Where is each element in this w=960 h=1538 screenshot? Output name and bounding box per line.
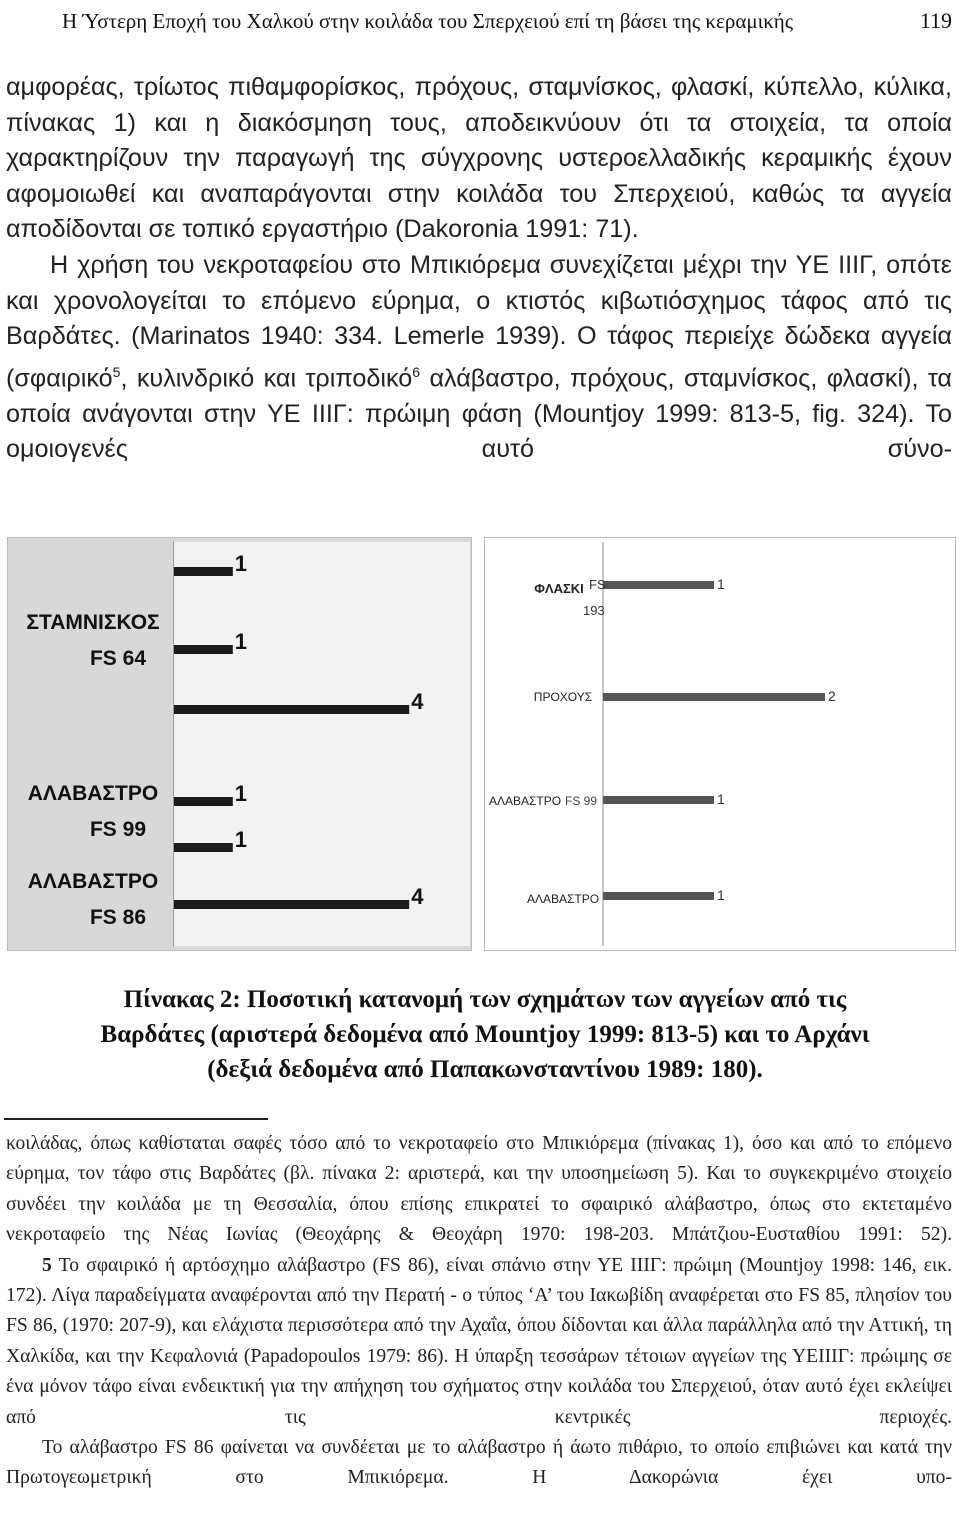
paragraph-2-part-c: αλάβαστρο, πρόχους, σταμνίσκος, φλασκί), τα οποία ανάγονται στην ΥΕ ΙΙΙΓ: πρώιμη φάση (Mountjoy 1999: 813-5, fig. 324). Το ομοιογενές αυτό σύνο- <box>6 364 952 464</box>
caption-line-2: Βαρδάτες (αριστερά δεδομένα από Mountjoy 1999: 813-5) και το Αρχάνι <box>100 1021 870 1048</box>
bar-vardates-value-label-3: 4 <box>411 689 424 714</box>
bar-archani-value-label-3: 1 <box>717 791 725 807</box>
bar-vardates-value-label-4: 1 <box>234 781 248 806</box>
bar-vardates-6 <box>174 900 409 909</box>
bar-archani-value-label-1: 1 <box>717 576 725 592</box>
bar-archani-3 <box>603 796 714 804</box>
bar-vardates-value-label-6: 4 <box>411 884 424 909</box>
category-fs-vardates-1: FS 64 <box>89 647 147 670</box>
paragraph-1: αμφορέας, τρίωτος πιθαμφορίσκος, πρόχους, σταμνίσκος, φλασκί, κύπελλο, κύλικα, πίνακας 1) και η διακόσμηση τους, αποδεικνύουν ότι τα στοιχεία, τα οποία χαρακτηρίζουν την παραγωγή της σύγχρονης υστεροελλαδικής κεραμικής έχουν αφομοιωθεί και αναπαράγονται στην κοιλάδα του Σπερχειού, καθώς τα αγγεία αποδίδονται σε τοπικό εργαστήριο (Dakoronia 1991: 71). <box>6 73 952 244</box>
bar-archani-1 <box>603 581 714 589</box>
bar-vardates-3 <box>174 705 409 714</box>
category-fs-vardates-3: FS 86 <box>89 906 147 929</box>
category-label-vardates-3: ΑΛΑΒΑΣΤΡΟ <box>27 870 159 893</box>
paragraph-2-part-b: , κυλινδρικό και τριποδικό <box>120 364 413 393</box>
bar-vardates-value-label-1: 1 <box>234 551 248 576</box>
category-label-archani-3: ΑΛΑΒΑΣΤΡΟ <box>488 794 562 808</box>
paragraph-2-part-a: Η χρήση του νεκροταφείου στο Μπικιόρεμα συνεχίζεται μέχρι την ΥΕ ΙΙΙΓ, οπότε και χρονολογείται το επόμενο εύρημα, ο κτιστός κιβωτιόσχημος τάφος από τις Βαρδάτες. (Marinatos 1940: 334. Lemerle 1939). Ο τάφος περιείχε δώδεκα αγγεία (σφαιρικό <box>6 250 952 393</box>
category-label-vardates-1: ΣΤΑΜΝΙΣΚΟΣ <box>26 611 160 634</box>
footnote-separator <box>4 1118 268 1120</box>
chart-archani-svg <box>485 538 955 950</box>
main-text <box>6 70 952 468</box>
caption-line-3: (δεξιά δεδομένα από Παπακωνσταντίνου 1989: 180). <box>207 1056 763 1083</box>
caption-line-1: Πίνακας 2: Ποσοτική κατανομή των σχημάτων των αγγείων από τις <box>123 986 847 1013</box>
running-header <box>62 6 952 36</box>
bar-vardates-value-label-2: 1 <box>234 629 248 654</box>
footnote-ref-5[interactable]: 5 <box>112 363 121 380</box>
figure-caption <box>40 982 930 1087</box>
footnote-5-text: Το σφαιρικό ή αρτόσχημο αλάβαστρο (FS 86), είναι σπάνιο στην ΥΕ ΙΙΙΓ: πρώιμη (Mountjoy 1998: 146, εικ. 172). Λίγα παραδείγματα αναφέρονται από την Περατή - ο τύπος ‘Α’ του Ιακωβίδη αναφέρεται στο FS 85, πλησίον του FS 86, (1970: 207-9), και ελάχιστα περισσότερα από την Αχαΐα, όπου δίδονται και άλλα παράλληλα από την Αττική, τη Χαλκίδα, και την Κεφαλονιά (Papadopoulos 1979: 86). Η ύπαρξη τεσσάρων τέτοιων αγγείων της ΥΕΙΙΙΓ: πρώιμης σε ένα μόνον τάφο είναι ενδεικτική για την απήχηση του σχήματος στην κοιλάδα του Σπερχειού, όταν αυτό έχει εκλείψει από τις κεντρικές περιοχές. <box>6 1254 952 1428</box>
category-label-vardates-2: ΑΛΑΒΑΣΤΡΟ <box>27 782 159 805</box>
footnote-5 <box>6 1251 952 1433</box>
category-fs-vardates-2: FS 99 <box>89 818 147 841</box>
category-fs-archani-1: FS <box>589 577 606 592</box>
bar-vardates-value-label-5: 1 <box>234 827 248 852</box>
footnote-5-number: 5 <box>42 1254 52 1276</box>
chart-vardates <box>7 537 472 951</box>
footnote-continuation: κοιλάδας, όπως καθίσταται σαφές τόσο από το νεκροταφείο στο Μπικιόρεμα (πίνακας 1), όσο και από το επόμενο εύρημα, τον τάφο στις Βαρδάτες (βλ. πίνακα 2: αριστερά, και την υποσημείωση 5). Και το συγκεκριμένο στοιχείο συνδέει την κοιλάδα με τη Θεσσαλία, όπου επίσης επικρατεί το σφαιρικό αλάβαστρο, όπως στο εκτεταμένο νεκροταφείο της Νέας Ιωνίας (Θεοχάρης & Θεοχάρη 1970: 198-203. Μπάτζιου-Ευσταθίου 1991: 52). <box>6 1133 952 1246</box>
bar-vardates-2 <box>174 645 233 654</box>
category-label-archani-4: ΑΛΑΒΑΣΤΡΟ <box>526 892 600 906</box>
bar-archani-value-label-2: 2 <box>828 688 836 704</box>
category-fs-archani-3: FS 99 <box>564 794 598 808</box>
footnotes <box>6 1129 952 1494</box>
chart-vardates-svg <box>8 538 471 950</box>
page-number: 119 <box>919 8 952 33</box>
category-label-archani-2: ΠΡΟΧΟΥΣ <box>533 690 593 704</box>
bar-archani-4 <box>603 892 714 900</box>
bar-archani-2 <box>603 693 825 701</box>
category-fs-number-archani-1: 193 <box>583 603 605 618</box>
chart-archani <box>484 537 956 951</box>
category-label-archani-1: ΦΛΑΣΚΙ <box>534 581 584 596</box>
footnote-ref-6[interactable]: 6 <box>412 363 421 380</box>
bar-vardates-4 <box>174 797 233 806</box>
footnote-5-continuation: Το αλάβαστρο FS 86 φαίνεται να συνδέεται με το αλάβαστρο ή άωτο πιθάριο, το οποίο επιβιώνει και κατά την Πρωτογεωμετρική στο Μπικιόρεμα. Η Δακορώνια έχει υπο- <box>6 1437 952 1489</box>
paragraph-2 <box>6 248 952 468</box>
bar-vardates-1 <box>174 567 233 576</box>
running-title: Η Ύστερη Εποχή του Χαλκού στην κοιλάδα του Σπερχειού επί τη βάσει της κεραμικής <box>62 9 794 33</box>
bar-archani-value-label-4: 1 <box>717 887 725 903</box>
bar-vardates-5 <box>174 843 233 852</box>
